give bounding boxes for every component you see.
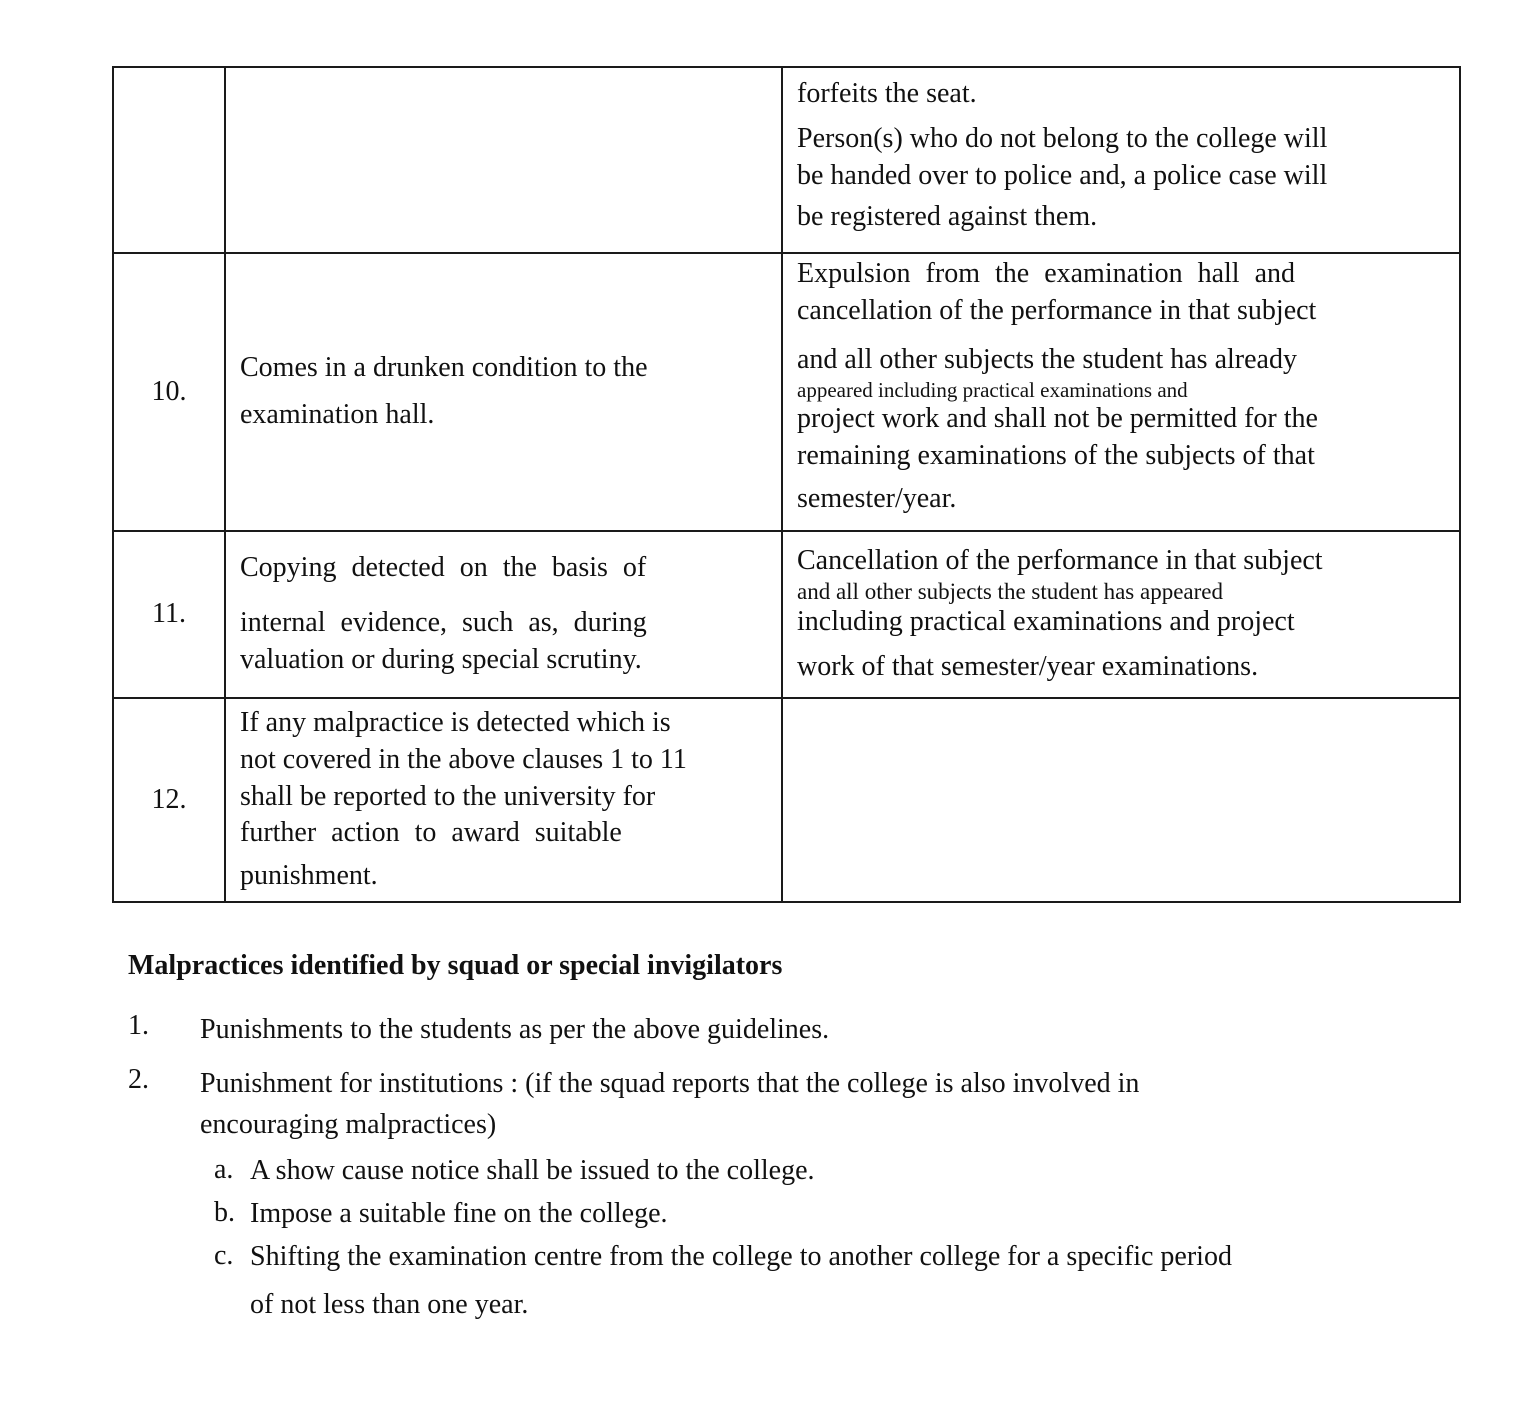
offence-line: not covered in the above clauses 1 to 11 — [240, 743, 687, 775]
list-text — [200, 1064, 1350, 1145]
table-row — [113, 253, 1460, 531]
punishment-line: Expulsion from the examination hall and — [797, 258, 1296, 289]
punishment-line: be handed over to police and, a police case will — [797, 159, 1328, 191]
malpractice-table — [112, 66, 1461, 903]
table-row — [113, 531, 1460, 698]
sub-text: Impose a suitable fine on the college. — [250, 1198, 668, 1229]
table-row — [113, 67, 1460, 253]
punishment-cell — [782, 253, 1460, 531]
punishment-line: project work and shall not be permitted for the — [797, 402, 1318, 434]
row-number-cell: 10. — [113, 253, 225, 531]
offence-line: shall be reported to the university for — [240, 780, 656, 812]
offence-line: If any malpractice is detected which is — [240, 706, 671, 738]
sub-letter: c. — [214, 1240, 234, 1271]
punishment-line: forfeits the seat. — [797, 78, 977, 109]
punishment-line: and all other subjects the student has appeared — [797, 578, 1223, 604]
punishment-cell — [782, 698, 1460, 902]
punishment-cell — [782, 531, 1460, 698]
sub-letter: b. — [214, 1197, 235, 1228]
section-heading: Malpractices identified by squad or special invigilators — [128, 950, 783, 981]
offence-cell — [225, 67, 782, 253]
offence-cell — [225, 253, 782, 531]
sub-text — [250, 1240, 1450, 1321]
punishment-line: and all other subjects the student has already — [797, 343, 1297, 375]
list-number: 2. — [128, 1064, 149, 1095]
punishment-line: Cancellation of the performance in that subject — [797, 545, 1323, 576]
offence-cell — [225, 698, 782, 902]
sub-letter: a. — [214, 1154, 234, 1185]
row-number-cell: 12. — [113, 698, 225, 902]
punishment-line: including practical examinations and project — [797, 606, 1295, 638]
offence-line: punishment. — [240, 860, 378, 892]
punishment-line: remaining examinations of the subjects of that — [797, 439, 1315, 471]
row-number-cell: 11. — [113, 531, 225, 698]
punishment-line: be registered against them. — [797, 200, 1098, 232]
table-row — [113, 698, 1460, 902]
sub-text: A show cause notice shall be issued to the college. — [250, 1155, 815, 1186]
offence-line: examination hall. — [240, 399, 435, 430]
punishment-line: Person(s) who do not belong to the college will — [797, 122, 1328, 154]
offence-line: Copying detected on the basis of — [240, 552, 647, 584]
sub-text-line: of not less than one year. — [250, 1288, 529, 1320]
list-text: Punishments to the students as per the above guidelines. — [200, 1014, 830, 1045]
offence-cell — [225, 531, 782, 698]
offence-line: Comes in a drunken condition to the — [240, 352, 648, 384]
punishment-line: work of that semester/year examinations. — [797, 651, 1259, 683]
punishment-line: semester/year. — [797, 482, 957, 514]
punishment-cell — [782, 67, 1460, 253]
list-text-line: encouraging malpractices) — [200, 1108, 497, 1140]
punishment-line: appeared including practical examinations and — [797, 377, 1188, 402]
list-text-line: Punishment for institutions : (if the squad reports that the college is also involved in — [200, 1068, 1140, 1099]
sub-text-line: Shifting the examination centre from the college to another college for a specific period — [250, 1241, 1232, 1272]
punishment-line: cancellation of the performance in that subject — [797, 294, 1317, 326]
squad-malpractice-section — [128, 950, 1428, 1320]
offence-line: valuation or during special scrutiny. — [240, 643, 642, 675]
row-number-cell — [113, 67, 225, 253]
offence-line: further action to award suitable — [240, 817, 622, 849]
list-number: 1. — [128, 1010, 149, 1041]
offence-line: internal evidence, such as, during — [240, 607, 647, 639]
